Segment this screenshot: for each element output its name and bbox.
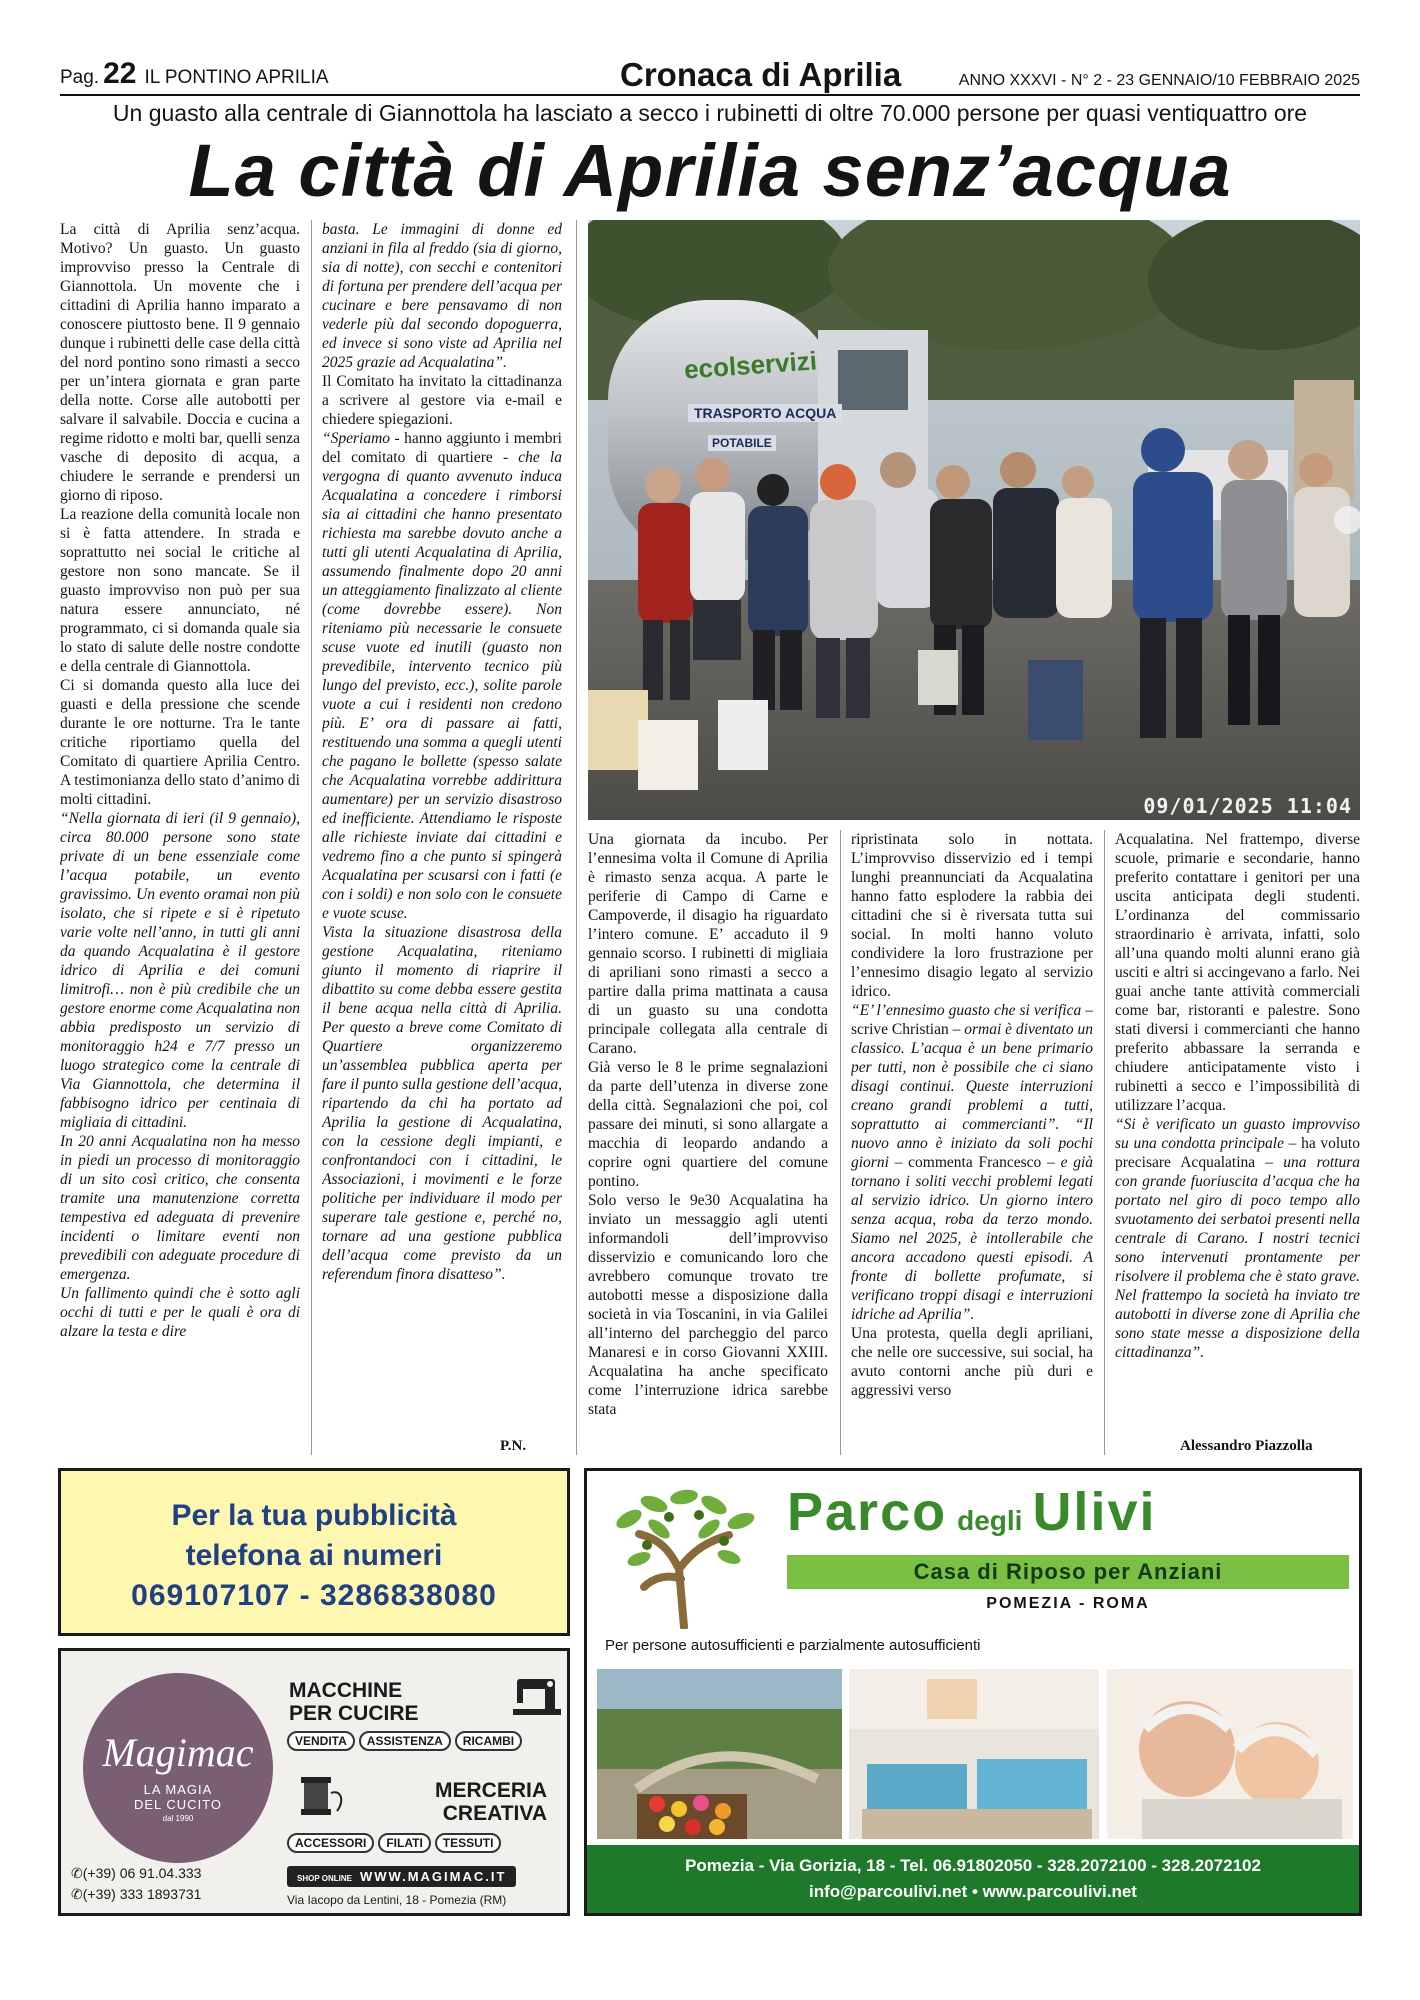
- ad-parco-degli-ulivi[interactable]: [584, 1468, 1362, 1916]
- shop-online-label: SHOP ONLINE: [297, 1874, 352, 1883]
- ad-publicity[interactable]: [58, 1468, 570, 1636]
- pill-ricambi: RICAMBI: [455, 1731, 522, 1751]
- quote-paragraph: basta. Le immagini di donne ed anziani in fila al freddo (sia di giorno, sia di notte), con secchi e contenitori di fortuna per prendere dell’acqua per cucinare e bere pensavamo di non vederle più dal secondo dopoguerra, ed invece si sono viste ad Aprilia nel 2025 grazie ad Acqualatina”.: [322, 221, 562, 371]
- article-column-4: [851, 830, 1093, 1460]
- attribution-fragment: – ha voluto precisare Acqualatina –: [1115, 1135, 1360, 1171]
- quote-paragraph: Un fallimento quindi che è sotto agli occhi di tutti e per le quali è ora di alzare la testa e dire: [60, 1285, 300, 1340]
- column-rule: [1104, 830, 1105, 1455]
- attribution-fragment: – commenta Francesco –: [888, 1154, 1061, 1171]
- heading-line: CREATIVA: [442, 1802, 547, 1825]
- article-column-1: [60, 220, 300, 1460]
- paper-name: IL PONTINO APRILIA: [144, 67, 329, 88]
- pill-filati: FILATI: [378, 1833, 430, 1853]
- parco-contact-footer: [587, 1845, 1359, 1913]
- name-part: degli: [957, 1505, 1023, 1536]
- quote-paragraph: Vista la situazione disastrosa della gestione Acqualatina, riteniamo giunto il momento di riaprire il dibattito su come debba essere gestita il bene acqua nella città di Aprilia. Per questo a breve come Comitato di Quartiere organizzeremo un’assemblea pubblica aperta per fare il punto sulla gestione dell’acqua, ripartendo da chi ha portato ad Aprilia la gestione di Acqualatina, con la cessione degli impianti, e confrontandoci con i cittadini, le Associazioni, i movimenti e le forze politiche per individuare il modo per superare tale gestione e, perché no, tornare ad una gestione pubblica dell’acqua come previsto da un referendum finora disatteso”.: [322, 924, 562, 1283]
- magimac-phones: [71, 1863, 201, 1905]
- attribution-fragment: – scrive Christian –: [851, 1002, 1093, 1038]
- magimac-phone-mobile[interactable]: [71, 1884, 201, 1905]
- mixed-paragraph: [851, 1001, 1093, 1324]
- magimac-address: Via Iacopo da Lentini, 18 - Pomezia (RM): [287, 1893, 507, 1907]
- paragraph: Solo verso le 9e30 Acqualatina ha inviato un messaggio agli utenti informandoli dell’improvviso disservizio e comunicando loro che avrebbero comunque trovato tre autobotti messe a disposizione dalla società in via Toscanini, in via Galilei all’interno del parcheggio del parco Manaresi e in corso Giovanni XXIII. Acqualatina ha anche specificato come l’interruzione idrica sarebbe stata: [588, 1192, 828, 1418]
- parco-city: POMEZIA - ROMA: [986, 1595, 1150, 1612]
- phone-number: (+39) 333 1893731: [82, 1886, 202, 1902]
- article-column-5: [1115, 830, 1360, 1460]
- garden-photo: [597, 1669, 842, 1839]
- quote-fragment: che la vergogna di quanto avvenuto induca Acqualatina a concedere i rimborsi sia ai cittadini che hanno presentato richiesta ma sarebbe dovuto anche a tutti gli utenti Acqualatina di Aprilia, assumendo finalmente dopo 20 anni un atteggiamento finalizzato al cliente (come dovrebbe essere). Non riteniamo più necessarie le consuete scuse vuote ed inutili (guasto non prevedibile, intervento tecnico più lungo del previsto, ecc.), solite parole vuote a cui i residenti non credono più. E’ ora di passare ai fatti, restituendo una somma a quegli utenti che pagano le bollette (spesso salate che Acqualatina vorrebbe addirittura aumentare) per un servizio disastroso ed inefficiente. Attendiamo le risposte alle richieste inviate dai cittadini e vedremo fino a che punto si spingerà Acqualatina per scusarsi con i fatti (e con i soldi) e non solo con le consuete e vuote scuse.: [322, 449, 562, 922]
- photo-timestamp: 09/01/2025 11:04: [1143, 794, 1352, 818]
- ad-publicity-line2: telefona ai numeri: [185, 1539, 443, 1572]
- tagline-line: LA MAGIA: [143, 1782, 213, 1797]
- masthead-left: [60, 57, 329, 91]
- thread-spool-icon: [293, 1771, 349, 1821]
- tanker-label-2: POTABILE: [708, 435, 776, 451]
- olive-tree-logo-icon: [599, 1479, 769, 1629]
- article-column-2: [322, 220, 562, 1460]
- page-number: 22: [103, 57, 137, 90]
- magimac-since: dal 1990: [162, 1814, 194, 1823]
- parco-name: [787, 1481, 1156, 1543]
- quote-fragment: una rottura con grande fuoriuscita d’acqua che ha portato nel giro di poco tempo allo svuotamento dei serbatoi presenti nella centrale di Carano. I nostri tecnici sono intervenuti prontamente per risolvere il problema che è stato grave. Nel frattempo la società ha inviato tre autobotti in diverse zone di Aprilia che sono state messe a disposizione della cittadinanza”.: [1115, 1154, 1360, 1361]
- magimac-logo-badge: [83, 1673, 273, 1863]
- pag-label: Pag.: [60, 67, 100, 88]
- paragraph: ripristinata solo in nottata. L’improvviso disservizio ed i tempi lunghi preannunciati da Acqualatina hanno fatto esplodere la rabbia dei cittadini che si è riversata tutta sui social. In molti hanno voluto condividere la loro frustrazione per l’ennesimo disagio legato al servizio idrico.: [851, 831, 1093, 1000]
- column-rule: [840, 830, 841, 1455]
- paragraph: Acqualatina. Nel frattempo, diverse scuole, primarie e secondarie, hanno preferito contattare i genitori per una uscita anticipata degli studenti. L’ordinanza del commissario straordinario è arrivata, infatti, solo all’una quando molti alunni erano già usciti e altri si accingevano a farlo. Nei guai anche tante attività commerciali come bar, ristoranti e palestre. Sono stati diversi i commercianti che hanno preferito abbassare la serranda e chiudere anticipatamente visto i rubinetti a secco e l’impossibilità di utilizzare l’acqua.: [1115, 831, 1360, 1114]
- pill-accessori: ACCESSORI: [287, 1833, 374, 1853]
- magimac-pills-machines: [287, 1731, 522, 1751]
- name-part: Ulivi: [1032, 1482, 1157, 1542]
- magimac-heading-machines: [289, 1679, 419, 1725]
- paragraph: La città di Aprilia senz’acqua. Motivo? Un guasto. Un guasto improvviso presso la Centrale di Giannottola. Un movente che i cittadini di Aprilia hanno imparato a conoscere piuttosto bene. Il 9 gennaio dunque i rubinetti delle case della città del nord pontino sono rimasti a secco per un’intera giornata e gran parte della notte. Corse alle autobotti per salvare il salvabile. Doccia e cucina a regime ridotto e molti bar, quelli senza vasche di deposito di acqua, a chiudere le serrande e prendersi un giorno di riposo.: [60, 221, 300, 504]
- parco-address-phones[interactable]: Pomezia - Via Gorizia, 18 - Tel. 06.91802050 - 328.2072100 - 328.2072102: [685, 1856, 1261, 1875]
- phone-number: (+39) 06 91.04.333: [82, 1865, 202, 1881]
- photo-illustration: [588, 220, 1360, 820]
- ad-magimac[interactable]: [58, 1648, 570, 1916]
- magimac-heading-merceria: [435, 1779, 547, 1825]
- pill-tessuti: TESSUTI: [435, 1833, 502, 1853]
- quote-paragraph: In 20 anni Acqualatina non ha messo in piedi un processo di monitoraggio di un sito così critico, che consenta tramite una manutenzione corretta tempestiva ed adeguata di prevenire incidenti o limitare eventi non prevedibili con adeguate procedure di emergenza.: [60, 1133, 300, 1283]
- signature-pn: P.N.: [500, 1438, 527, 1454]
- parco-email-website[interactable]: info@parcoulivi.net • www.parcoulivi.net: [809, 1882, 1137, 1901]
- paragraph: Una protesta, quella degli apriliani, che nelle ore successive, sui social, ha avuto contorni anche più duri e aggressivi verso: [851, 1325, 1093, 1399]
- quote-fragment: e già tornano i soliti vecchi problemi legati al servizio idrico. Un giorno intero senza acqua, roba da terzo mondo. Siamo nel 2025, è intollerabile che ancora accadono questi episodi. A fronte di bollette profumate, si verificano troppi disagi e interruzioni idriche ad Aprilia”.: [851, 1154, 1093, 1323]
- phone-icon: ✆: [71, 1865, 83, 1881]
- magimac-website[interactable]: [287, 1866, 516, 1887]
- column-rule: [311, 220, 312, 1455]
- paragraph: Il Comitato ha invitato la cittadinanza a scrivere al gestore via e-mail e chiedere spiegazioni.: [322, 373, 562, 428]
- issue-info: ANNO XXXVI - N° 2 - 23 GENNAIO/10 FEBBRAIO 2025: [958, 72, 1360, 89]
- magimac-pills-merceria: [287, 1833, 501, 1853]
- whatsapp-icon: ✆: [71, 1886, 83, 1902]
- magimac-logo: Magimac: [102, 1730, 254, 1775]
- quote-paragraph: “Nella giornata di ieri (il 9 gennaio), circa 80.000 persone sono state private di un bene essenziale come l’acqua potabile, un evento gravissimo. Un evento oramai non più isolato, che si ripete e si è ripetuto varie volte nell’anno, in tutti gli anni da quando Acqualatina è il gestore idrico di Aprilia e dei comuni limitrofi… non è più credibile che un gestore enorme come Acqualatina non abbia predisposto un servizio di monitoraggio h24 e 7/7 presso un luogo strategico come la centrale di Via Giannottola, che determina il fabbisogno idrico per centinaia di migliaia di cittadini.: [60, 810, 300, 1131]
- magimac-tagline: [83, 1782, 273, 1812]
- tagline-line: DEL CUCITO: [133, 1797, 222, 1812]
- quote-fragment: “Si è verificato un guasto improvviso su una condotta principale: [1115, 1116, 1360, 1152]
- article-kicker: Un guasto alla centrale di Giannottola ha lasciato a secco i rubinetti di oltre 70.000 persone per quasi ventiquattro ore: [112, 100, 1308, 126]
- bedroom-photo: [849, 1669, 1099, 1839]
- paragraph: Ci si domanda questo alla luce dei guasti e della pressione che scende durante le ore notturne. Tra le tante critiche riportiamo quella del Comitato di quartiere Aprilia Centro. A testimonianza dello stato d’animo di molti cittadini.: [60, 677, 300, 808]
- ad-publicity-line1: Per la tua pubblicità: [171, 1499, 457, 1532]
- heading-line: MACCHINE: [289, 1679, 403, 1702]
- signature-author: Alessandro Piazzolla: [1180, 1438, 1313, 1454]
- article-column-3: [588, 830, 828, 1460]
- quote-fragment: ormai è diventato un classico. L’acqua è un bene primario per tutti, non è possibile che ci siano disagi continui. Queste interruzioni creano grandi problemi a tutti, soprattutto ai commercianti”. “Il nuovo anno è iniziato da soli pochi giorni: [851, 1021, 1093, 1171]
- paragraph: Una giornata da incubo. Per l’ennesima volta il Comune di Aprilia è rimasto senza acqua. A parte le periferie di Campo di Carne e Campoverde, il disagio ha riguardato l’intero comune. E’ accaduto il 9 gennaio scorso. I rubinetti di migliaia di apriliani sono rimasti a secco a partire dalla prima mattinata a causa di un guasto su una condotta principale collegata alla centrale di Carano.: [588, 831, 828, 1057]
- mixed-paragraph: [1115, 1115, 1360, 1362]
- website-url: WWW.MAGIMAC.IT: [359, 1869, 507, 1884]
- pill-vendita: VENDITA: [287, 1731, 355, 1751]
- quote-fragment: “Speriamo: [322, 430, 391, 447]
- tanker-brand: ecolservizi: [683, 345, 818, 385]
- magimac-phone-landline[interactable]: [71, 1863, 201, 1884]
- parco-description: Per persone autosufficienti e parzialmente autosufficienti: [605, 1637, 981, 1654]
- quote-fragment: “E’ l’ennesimo guasto che si verifica: [851, 1002, 1082, 1019]
- heading-line: MERCERIA: [434, 1779, 547, 1802]
- parco-subtitle: Casa di Riposo per Anziani: [787, 1555, 1349, 1589]
- parco-photos: [597, 1669, 1353, 1839]
- paragraph: La reazione della comunità locale non si è fatta attendere. In strada e soprattutto nei social le critiche al gestore non sono mancate. Se il guasto improvviso non può per sua natura essere annunciato, né programmato, ci si domanda quale sia lo stato di salute delle nostre condotte e della centrale di Giannottola.: [60, 506, 300, 675]
- mixed-paragraph: [322, 429, 562, 923]
- pill-assistenza: ASSISTENZA: [359, 1731, 451, 1751]
- tanker-label: TRASPORTO ACQUA: [688, 404, 842, 422]
- article-headline: La città di Aprilia senz’acqua: [188, 129, 1232, 212]
- article-photo-water-queue: [588, 220, 1360, 820]
- paragraph: Già verso le 8 le prime segnalazioni da parte dell’utenza in diverse zone della città. Segnalazioni che poi, col passare dei minuti, si sono allargate a macchia di leopardo andando a coprire ogni quartiere del comune pontino.: [588, 1059, 828, 1190]
- heading-line: PER CUCIRE: [289, 1702, 419, 1725]
- name-part: Parco: [787, 1482, 948, 1542]
- section-title: Cronaca di Aprilia: [620, 56, 902, 93]
- ad-publicity-phones[interactable]: 069107107 - 3286838080: [131, 1579, 497, 1612]
- sewing-machine-icon: [513, 1677, 561, 1719]
- column-rule: [576, 220, 577, 1455]
- elderly-couple-photo: [1107, 1669, 1353, 1839]
- attribution-fragment: - hanno aggiunto i membri del comitato di quartiere -: [322, 430, 562, 466]
- page-masthead: [60, 58, 1360, 96]
